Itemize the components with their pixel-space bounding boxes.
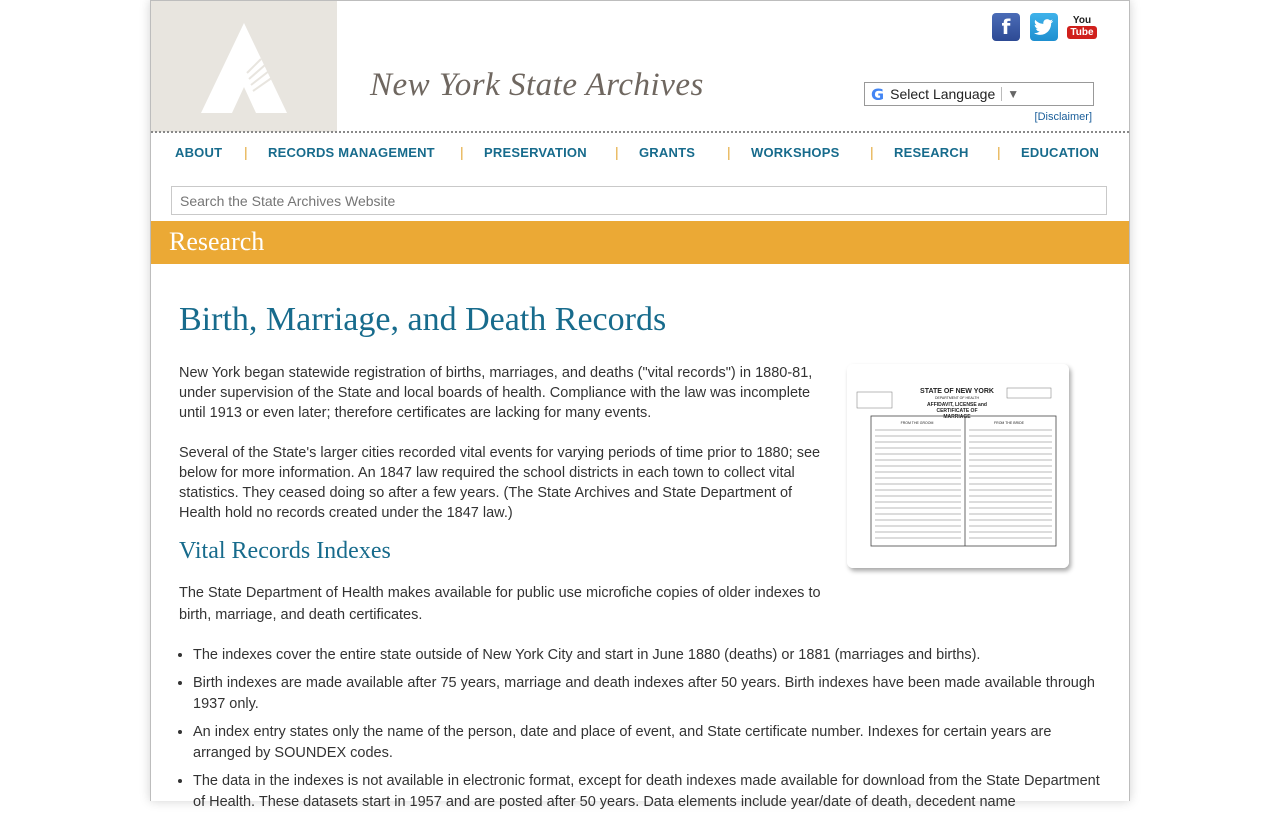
- section-title: Research: [169, 227, 265, 256]
- archives-logo-icon: [199, 21, 289, 115]
- nav-item-education[interactable]: EDUCATION: [1021, 145, 1100, 160]
- nav-item-preservation[interactable]: PRESERVATION: [484, 145, 587, 160]
- nav-separator: |: [460, 144, 464, 160]
- section-banner: [151, 221, 1129, 264]
- nav-item-research[interactable]: RESEARCH: [894, 145, 969, 160]
- indexes-paragraph: The State Department of Health makes available for public use microfiche copies of older indexes to birth, marriage, and death certificates.: [179, 585, 821, 623]
- section-heading-vital-records: Vital Records Indexes: [179, 538, 391, 564]
- nav-separator: |: [615, 144, 619, 160]
- search-input[interactable]: [171, 186, 1107, 215]
- nav-separator: |: [997, 144, 1001, 160]
- youtube-icon[interactable]: [1068, 13, 1096, 41]
- certificate-column-left: FROM THE GROOM: [900, 421, 934, 425]
- certificate-column-right: FROM THE BRIDE: [994, 421, 1024, 425]
- youtube-you-text: You: [1072, 14, 1092, 26]
- marriage-certificate-image: [847, 364, 1069, 568]
- main-nav: [151, 132, 1129, 172]
- nav-item-records-management[interactable]: RECORDS MANAGEMENT: [268, 145, 435, 160]
- page-container: [150, 0, 1130, 810]
- nav-item-workshops[interactable]: WORKSHOPS: [751, 145, 840, 160]
- google-icon: G: [871, 84, 885, 104]
- facebook-icon[interactable]: f: [992, 13, 1020, 41]
- language-select[interactable]: [864, 82, 1094, 106]
- dropdown-arrow-icon: ▼: [1001, 87, 1019, 101]
- nav-item-about[interactable]: ABOUT: [175, 145, 223, 160]
- page-title: Birth, Marriage, and Death Records: [179, 301, 667, 338]
- list-item: • The data in the indexes is not available in electronic format, except for death indexes made available for download from the State Department of Health. These datasets start in 1957 and are posted after 50 years. Data elements include year/date of death, decedent name: [193, 771, 1113, 813]
- social-links: [992, 13, 1096, 41]
- list-item: • Birth indexes are made available after 75 years, marriage and death indexes after 50 years. Birth indexes have been made available through 1937 only.: [193, 673, 1113, 715]
- certificate-heading-2: CERTIFICATE OF: [936, 408, 978, 414]
- twitter-icon[interactable]: [1030, 13, 1058, 41]
- nav-separator: |: [870, 144, 874, 160]
- site-header: [151, 1, 1129, 132]
- indexes-list: [179, 645, 1113, 820]
- nav-separator: |: [244, 144, 248, 160]
- nav-separator: |: [727, 144, 731, 160]
- search-bar: [151, 172, 1129, 222]
- certificate-subtitle: DEPARTMENT OF HEALTH: [934, 396, 980, 400]
- certificate-heading-1: AFFIDAVIT, LICENSE and: [927, 402, 987, 408]
- nav-item-grants[interactable]: GRANTS: [639, 145, 696, 160]
- certificate-illustration: [847, 364, 1069, 568]
- certificate-title: STATE OF NEW YORK: [920, 388, 994, 395]
- intro-paragraph: New York began statewide registration of births, marriages, and deaths ("vital records") in 1880-81, under supervision of the State and local boards of health. Compliance with the law was incomplete until 1913 or even later; therefore certificates are lacking for many events.: [179, 365, 813, 421]
- archives-logo[interactable]: [151, 1, 337, 132]
- site-title[interactable]: New York State Archives: [370, 67, 704, 103]
- history-paragraph: Several of the State's larger cities recorded vital events for varying periods of time prior to 1880; see below for more information. An 1847 law required the school districts in each town to collect vital statistics. They ceased doing so after a few years. (The State Archives and State Department of Health hold no records created under the 1847 law.): [179, 445, 821, 521]
- youtube-tube-text: Tube: [1067, 26, 1096, 39]
- disclaimer-link[interactable]: [Disclaimer]: [1034, 111, 1092, 123]
- list-item: • The indexes cover the entire state outside of New York City and start in June 1880 (deaths) or 1881 (marriages and births).: [193, 645, 1113, 666]
- list-item: • An index entry states only the name of the person, date and place of event, and State certificate number. Indexes for certain years are arranged by SOUNDEX codes.: [193, 722, 1113, 764]
- language-select-label: Select Language: [890, 86, 996, 102]
- certificate-heading-3: MARRIAGE: [943, 414, 971, 420]
